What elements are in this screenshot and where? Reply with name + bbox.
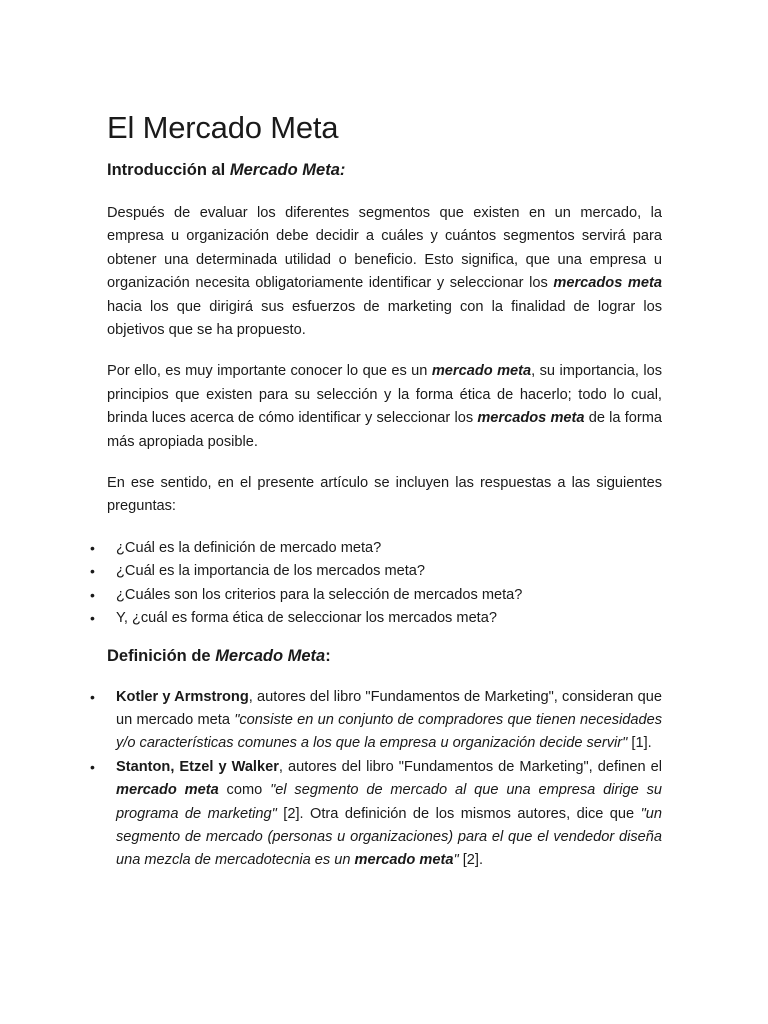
list-item-text: ¿Cuál es la importancia de los mercados meta? (116, 563, 426, 580)
list-item-text: Y, ¿cuál es forma ética de seleccionar los mercados meta? (116, 610, 497, 627)
intro-heading-prefix: Introducción al (107, 161, 230, 179)
page-title: El Mercado Meta (107, 110, 339, 145)
bullet-icon: • (90, 539, 95, 556)
definition-authors: Stanton, Etzel y Walker (116, 758, 279, 775)
paragraph-text: , su importancia, los principios que existen para su selección y la forma ética de hacerlo; todo lo cual, brinda luces acerca de cómo identificar y seleccionar los (107, 363, 663, 427)
bullet-icon: • (90, 688, 95, 705)
definition-item-stanton (90, 756, 662, 873)
intro-heading-emphasis: Mercado Meta: (229, 161, 346, 179)
list-item-text: ¿Cuáles son los criterios para la selección de mercados meta? (116, 586, 523, 603)
definition-heading-suffix: : (325, 646, 331, 665)
list-item (90, 560, 662, 583)
definition-quote: " (453, 852, 459, 869)
definitions-list (90, 686, 662, 873)
definition-heading-prefix: Definición de (107, 646, 216, 665)
list-item (90, 537, 662, 560)
list-item-text: ¿Cuál es la definición de mercado meta? (116, 539, 382, 556)
definition-quote: "un segmento de mercado (personas u organizaciones) para el que el vendedor diseña una mezcla de mercadotecnia es un (116, 805, 663, 869)
paragraph-text: Después de evaluar los diferentes segmentos que existen en un mercado, la empresa u organización debe decidir a cuáles y cuántos segmentos servirá para obtener una determinada utilidad o beneficio. Esto significa, que una empresa u organización necesita obligatoriamente identificar y seleccionar los (107, 205, 662, 292)
paragraph-text: hacia los que dirigirá sus esfuerzos de marketing con la finalidad de lograr los objetivos que se ha propuesto. (107, 298, 662, 339)
emphasis-term: mercado meta (116, 782, 219, 799)
article-body (90, 108, 663, 873)
emphasis-term: mercados meta (477, 410, 585, 427)
intro-paragraph-2 (107, 360, 662, 454)
emphasis-term: mercado meta (354, 852, 454, 869)
definition-heading (107, 644, 662, 668)
intro-paragraph-3: En ese sentido, en el presente artículo se incluyen las respuestas a las siguientes preguntas: (107, 475, 662, 515)
emphasis-term: mercado meta (431, 363, 532, 380)
definition-item-kotler (90, 686, 662, 756)
definition-text: [2]. Otra definición de los mismos autores, dice que (276, 805, 641, 822)
definition-quote: "el segmento de mercado al que una empresa dirige su programa de marketing" (116, 782, 663, 822)
definition-text: , autores del libro "Fundamentos de Marketing", definen el (278, 758, 662, 775)
definition-heading-emphasis: Mercado Meta (215, 646, 326, 665)
emphasis-term: mercados meta (553, 275, 663, 292)
paragraph-text: Por ello, es muy importante conocer lo que es un (107, 363, 432, 380)
paragraph-text: de la forma más apropiada posible. (107, 410, 663, 450)
bullet-icon: • (90, 758, 95, 775)
definition-text: como (218, 782, 271, 799)
questions-list (90, 537, 662, 631)
bullet-icon: • (90, 610, 95, 627)
intro-heading (107, 158, 662, 182)
citation-ref: [1]. (627, 735, 652, 752)
bullet-icon: • (90, 586, 95, 603)
bullet-icon: • (90, 563, 95, 580)
definition-authors: Kotler y Armstrong (116, 688, 249, 705)
list-item (90, 607, 662, 630)
list-item (90, 584, 662, 607)
definition-quote: "consiste en un conjunto de compradores que tienen necesidades y/o características comunes a los que la empresa u organización decide servir" (116, 711, 662, 752)
intro-paragraph-1 (107, 202, 662, 342)
definition-text: , autores del libro "Fundamentos de Marketing", consideran que un mercado meta (116, 688, 662, 728)
citation-ref: [2]. (458, 852, 484, 869)
